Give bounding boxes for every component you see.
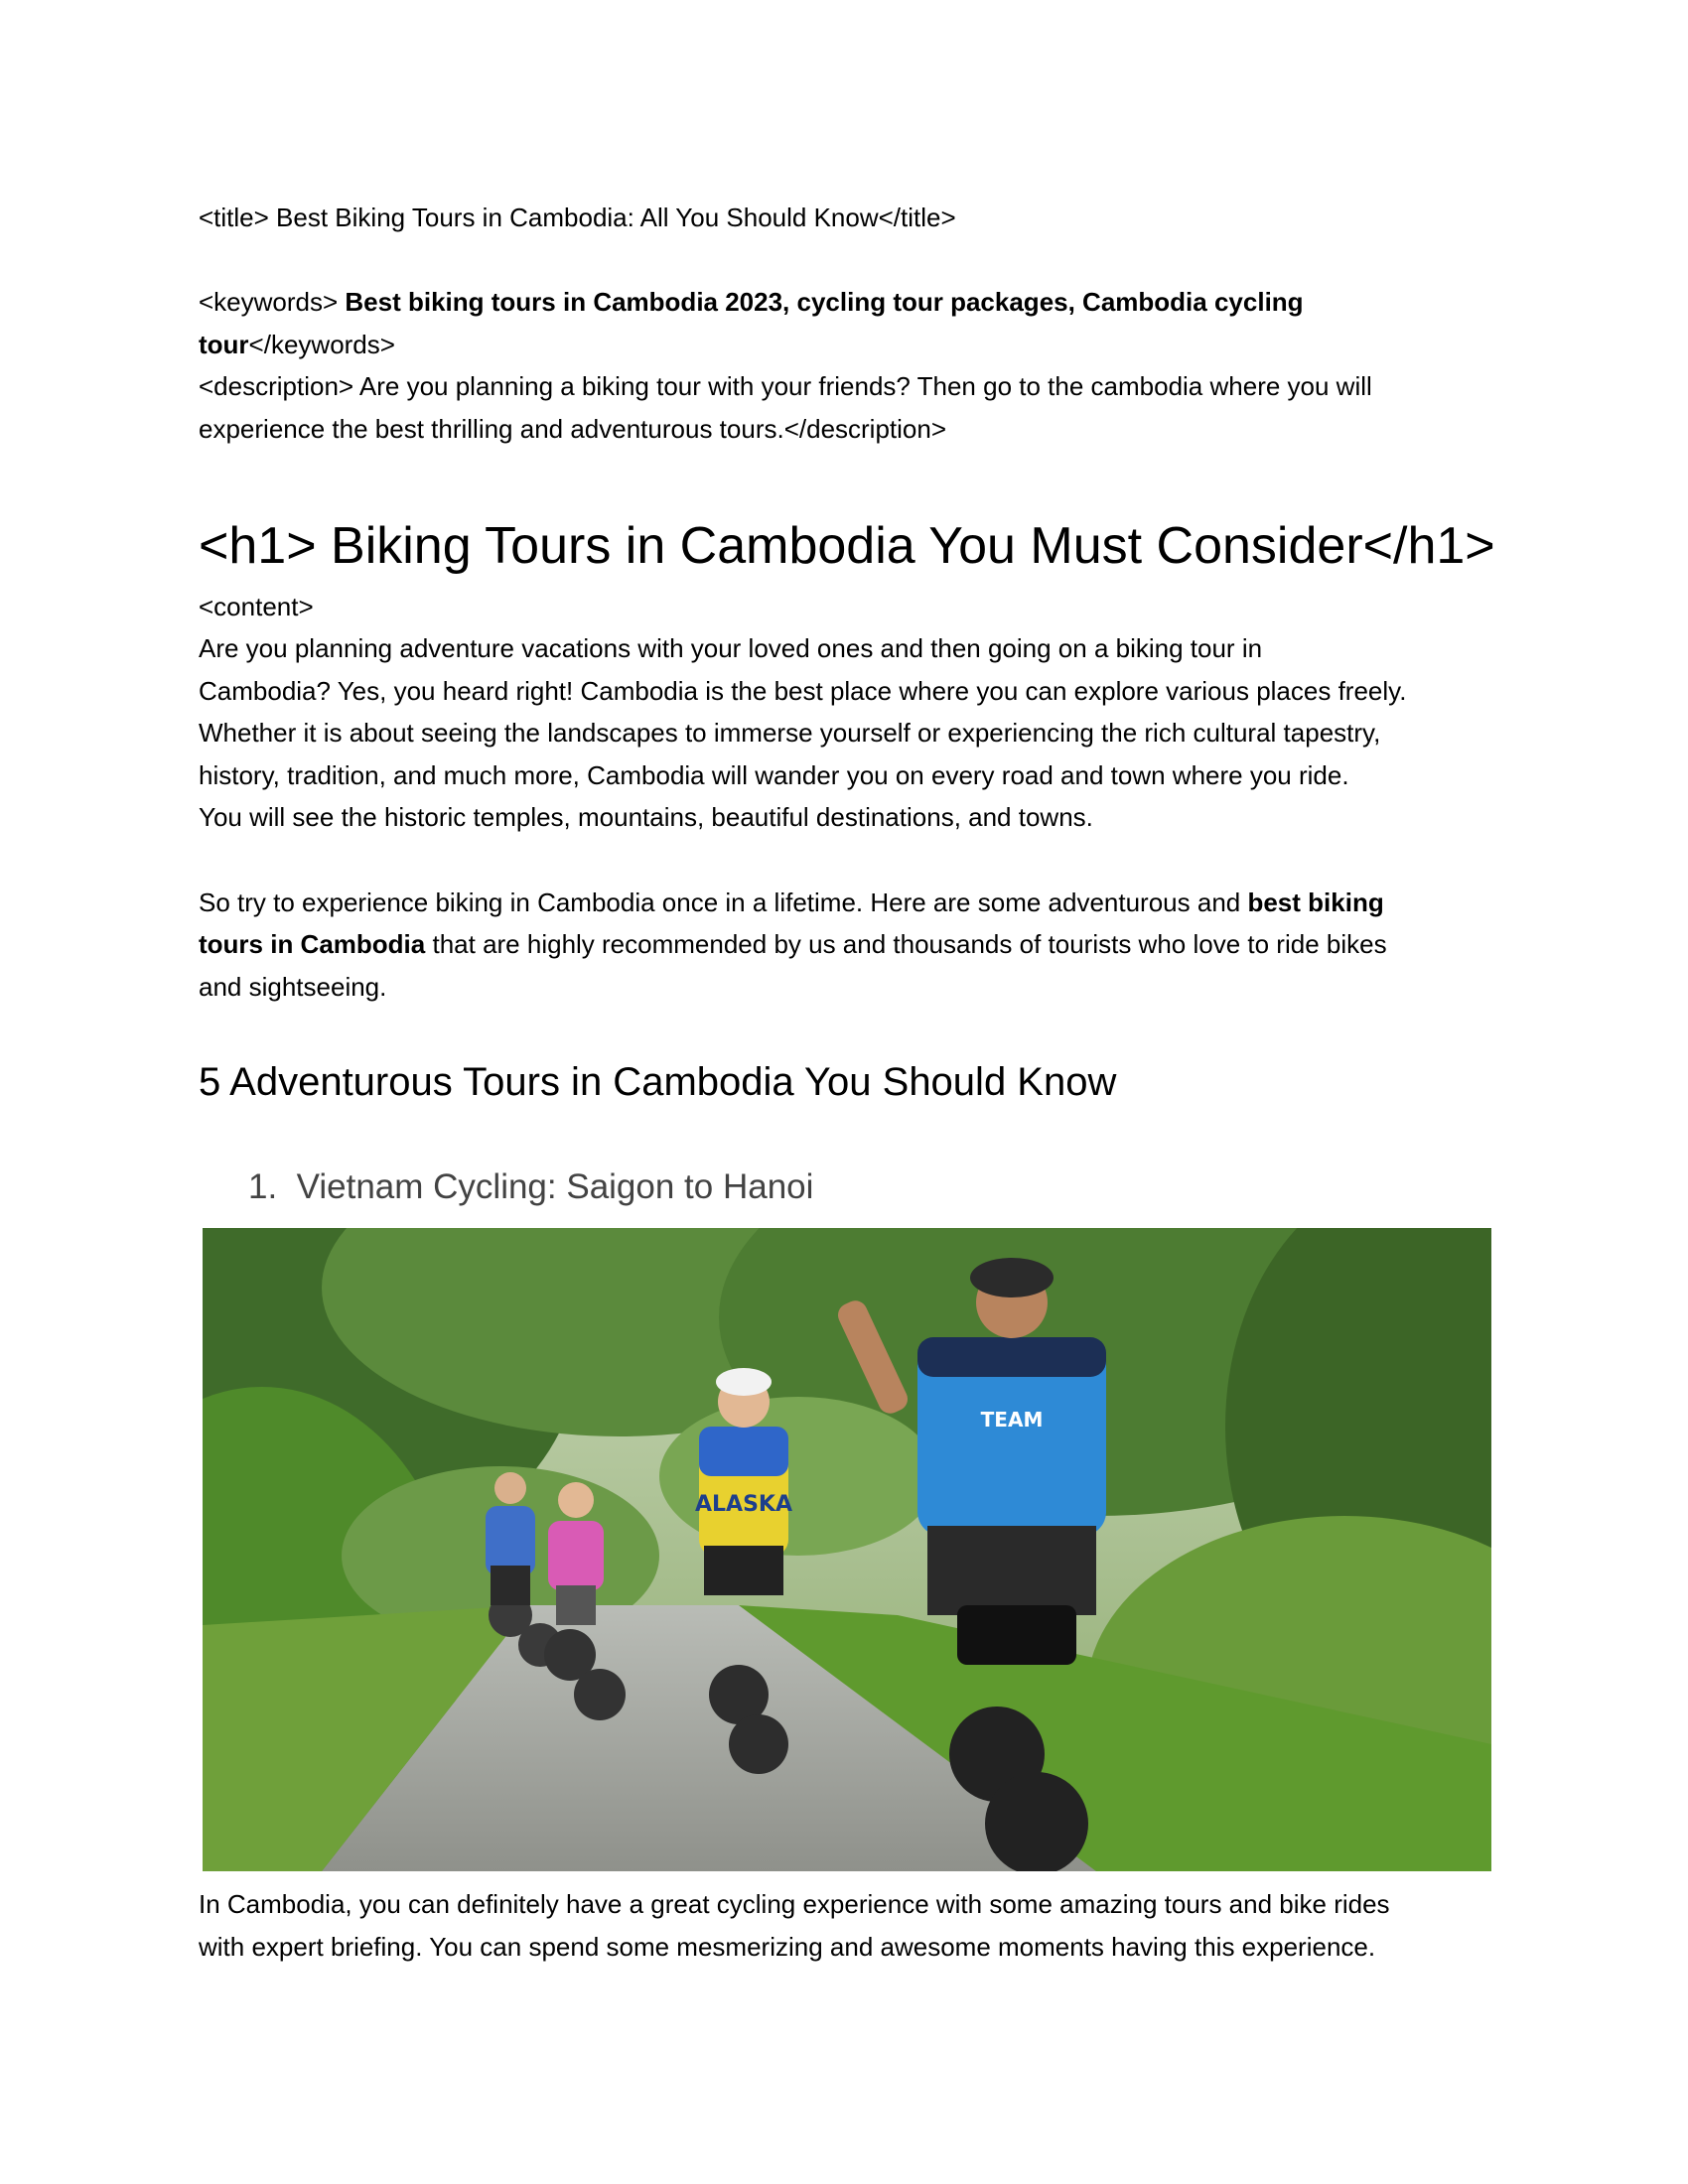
keywords-open-tag: <keywords> [199, 287, 346, 317]
list-item-1-number: 1. [248, 1167, 278, 1206]
description-meta-line-1: <description> Are you planning a biking tour with your friends? Then go to the cambodia where you will [199, 371, 1372, 401]
recommend-bold-1: best biking [1247, 887, 1384, 917]
closing-line-2: with expert briefing. You can spend some mesmerizing and awesome moments having this experience. [199, 1932, 1376, 1962]
intro-line-3: Whether it is about seeing the landscapes to immerse yourself or experiencing the rich cultural tapestry, [199, 718, 1381, 748]
keywords-meta-line [199, 281, 1489, 366]
keywords-close-tag: </keywords> [248, 330, 395, 359]
intro-line-1: Are you planning adventure vacations with your loved ones and then going on a biking tour in [199, 633, 1263, 663]
recommend-bold-2: tours in Cambodia [199, 929, 426, 959]
intro-line-2: Cambodia? Yes, you heard right! Cambodia is the best place where you can explore various places freely. [199, 676, 1407, 706]
recommend-text-2: that are highly recommended by us and thousands of tourists who love to ride bikes [425, 929, 1387, 959]
recommend-line-3: and sightseeing. [199, 972, 387, 1002]
closing-line-1: In Cambodia, you can definitely have a great cycling experience with some amazing tours and bike rides [199, 1889, 1390, 1919]
list-item-1-title: Vietnam Cycling: Saigon to Hanoi [296, 1167, 814, 1206]
recommend-line-2 [199, 923, 1489, 966]
intro-line-4: history, tradition, and much more, Cambodia will wander you on every road and town where you ride. [199, 760, 1349, 790]
keywords-text: Best biking tours in Cambodia 2023, cycling tour packages, Cambodia cycling tour [199, 287, 1304, 359]
jersey-text-team: TEAM [980, 1408, 1044, 1432]
title-meta-line: <title> Best Biking Tours in Cambodia: All You Should Know</title> [199, 203, 956, 232]
list-item-1-heading [248, 1161, 1440, 1213]
jersey-text-alaska: ALASKA [695, 1492, 792, 1517]
section-heading: 5 Adventurous Tours in Cambodia You Should Know [199, 1060, 1117, 1104]
recommend-line-1 [199, 882, 1489, 924]
cyclists-illustration [203, 1228, 1491, 1871]
recommend-text-1: So try to experience biking in Cambodia once in a lifetime. Here are some adventurous and [199, 887, 1248, 917]
cyclists-photo [203, 1228, 1491, 1871]
content-tag: <content> [199, 592, 314, 621]
intro-line-5: You will see the historic temples, mountains, beautiful destinations, and towns. [199, 802, 1093, 832]
description-meta-line-2: experience the best thrilling and adventurous tours.</description> [199, 414, 947, 444]
main-heading: <h1> Biking Tours in Cambodia You Must Consider</h1> [199, 517, 1495, 575]
